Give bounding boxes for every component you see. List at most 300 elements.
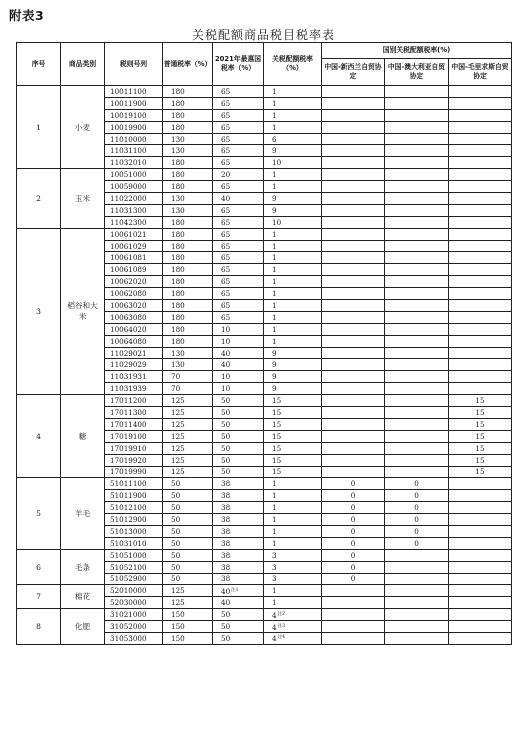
tariff-code-value: 10019900 bbox=[110, 122, 147, 132]
mu-rate-cell bbox=[449, 561, 512, 573]
general-rate-value: 180 bbox=[171, 122, 185, 132]
table-body bbox=[17, 86, 512, 645]
quota-rate-value: 4 bbox=[272, 622, 277, 632]
mfn-rate-value: 65 bbox=[221, 241, 231, 251]
au-rate-cell bbox=[385, 193, 449, 205]
quota-rate-cell bbox=[264, 264, 322, 276]
general-rate-value: 130 bbox=[171, 348, 185, 358]
quota-rate-value: 15 bbox=[272, 467, 282, 477]
quota-rate-value: 1 bbox=[272, 503, 277, 513]
au-rate-cell bbox=[385, 525, 449, 537]
mu-rate-cell bbox=[449, 632, 512, 644]
quota-rate-value: 10 bbox=[272, 217, 282, 227]
mfn-rate-value: 65 bbox=[221, 277, 231, 287]
general-rate-value: 180 bbox=[171, 312, 185, 322]
mu-rate-cell bbox=[449, 216, 512, 228]
nz-rate-cell bbox=[322, 490, 385, 502]
mfn-rate-value: 65 bbox=[221, 217, 231, 227]
mfn-rate-cell bbox=[213, 335, 264, 347]
mfn-rate-cell bbox=[213, 323, 264, 335]
general-rate-value: 180 bbox=[171, 158, 185, 168]
mu-rate-cell bbox=[449, 537, 512, 549]
mfn-rate-cell bbox=[213, 145, 264, 157]
quota-rate-cell bbox=[264, 585, 322, 597]
mu-rate-cell bbox=[449, 549, 512, 561]
nz-rate-cell bbox=[322, 395, 385, 407]
general-rate-value: 50 bbox=[171, 526, 181, 536]
quota-rate-cell bbox=[264, 454, 322, 466]
mu-rate-cell bbox=[449, 311, 512, 323]
footnote-marker: 注2 bbox=[277, 611, 285, 617]
tariff-code-value: 10061081 bbox=[110, 253, 147, 263]
quota-rate-value: 9 bbox=[272, 360, 277, 370]
mfn-rate-cell bbox=[213, 632, 264, 644]
mu-rate-cell bbox=[449, 181, 512, 193]
tariff-code-value: 52010000 bbox=[110, 586, 147, 596]
nz-rate-cell bbox=[322, 430, 385, 442]
nz-rate-cell bbox=[322, 442, 385, 454]
mu-rate-value: 15 bbox=[475, 419, 485, 429]
mfn-rate-cell bbox=[213, 573, 264, 585]
nz-rate-cell bbox=[322, 252, 385, 264]
tariff-code-value: 10061021 bbox=[110, 229, 147, 239]
general-rate-value: 50 bbox=[171, 538, 181, 548]
nz-rate-cell bbox=[322, 525, 385, 537]
nz-rate-cell bbox=[322, 311, 385, 323]
mfn-rate-value: 65 bbox=[221, 229, 231, 239]
nz-rate-value: 0 bbox=[350, 479, 356, 489]
tariff-code-cell bbox=[105, 193, 163, 205]
general-rate-cell bbox=[163, 383, 213, 395]
quota-rate-cell bbox=[264, 359, 322, 371]
general-rate-cell bbox=[163, 240, 213, 252]
annex-label: 附表3 bbox=[9, 8, 45, 23]
quota-rate-value: 4 bbox=[272, 634, 277, 644]
au-rate-cell bbox=[385, 216, 449, 228]
quota-rate-value: 15 bbox=[272, 396, 282, 406]
tariff-quota-table bbox=[16, 42, 512, 645]
nz-rate-cell bbox=[322, 145, 385, 157]
quota-rate-value: 1 bbox=[272, 526, 277, 536]
mfn-rate-cell bbox=[213, 240, 264, 252]
general-rate-value: 180 bbox=[171, 300, 185, 310]
mfn-rate-cell bbox=[213, 276, 264, 288]
quota-rate-value: 15 bbox=[272, 443, 282, 453]
general-rate-cell bbox=[163, 276, 213, 288]
au-rate-cell bbox=[385, 276, 449, 288]
nz-rate-cell bbox=[322, 276, 385, 288]
general-rate-cell bbox=[163, 490, 213, 502]
footnote-marker: 注3 bbox=[277, 623, 285, 629]
general-rate-value: 130 bbox=[171, 360, 185, 370]
quota-rate-cell bbox=[264, 109, 322, 121]
mfn-rate-value: 38 bbox=[221, 491, 231, 501]
au-rate-cell bbox=[385, 204, 449, 216]
nz-rate-value: 0 bbox=[350, 503, 356, 513]
mfn-rate-value: 50 bbox=[221, 633, 231, 643]
footnote-marker: 注1 bbox=[231, 587, 239, 593]
tariff-code-cell bbox=[105, 442, 163, 454]
mfn-rate-cell bbox=[213, 311, 264, 323]
nz-rate-cell bbox=[322, 418, 385, 430]
nz-rate-cell bbox=[322, 133, 385, 145]
mu-rate-cell bbox=[449, 347, 512, 359]
mfn-rate-cell bbox=[213, 371, 264, 383]
quota-rate-cell bbox=[264, 181, 322, 193]
mfn-rate-cell bbox=[213, 109, 264, 121]
tariff-code-cell bbox=[105, 121, 163, 133]
group-category-cell: 棉花 bbox=[61, 585, 105, 609]
quota-rate-cell bbox=[264, 323, 322, 335]
mu-rate-cell bbox=[449, 466, 512, 478]
quota-rate-value: 1 bbox=[272, 300, 277, 310]
general-rate-value: 50 bbox=[171, 562, 181, 572]
tariff-code-cell bbox=[105, 169, 163, 181]
general-rate-value: 130 bbox=[171, 193, 185, 203]
tariff-code-cell bbox=[105, 502, 163, 514]
mfn-rate-value: 65 bbox=[221, 182, 231, 192]
tariff-code-value: 17011400 bbox=[110, 419, 147, 429]
au-rate-cell bbox=[385, 300, 449, 312]
tariff-code-value: 10062080 bbox=[110, 289, 147, 299]
nz-rate-value: 0 bbox=[350, 526, 356, 536]
quota-rate-value: 1 bbox=[272, 241, 277, 251]
au-rate-cell bbox=[385, 573, 449, 585]
tariff-code-value: 10011100 bbox=[110, 86, 147, 96]
mfn-rate-value: 65 bbox=[221, 122, 231, 132]
nz-rate-cell bbox=[322, 204, 385, 216]
general-rate-value: 125 bbox=[171, 467, 185, 477]
quota-rate-value: 15 bbox=[272, 407, 282, 417]
header-mu: 中国-毛里求斯自贸协定 bbox=[449, 59, 512, 86]
nz-rate-cell bbox=[322, 97, 385, 109]
mu-rate-cell bbox=[449, 371, 512, 383]
mu-rate-cell bbox=[449, 169, 512, 181]
general-rate-cell bbox=[163, 121, 213, 133]
mfn-rate-cell bbox=[213, 418, 264, 430]
au-rate-cell bbox=[385, 454, 449, 466]
tariff-code-cell bbox=[105, 300, 163, 312]
nz-rate-cell bbox=[322, 549, 385, 561]
nz-rate-cell bbox=[322, 86, 385, 98]
tariff-code-cell bbox=[105, 549, 163, 561]
mfn-rate-value: 50 bbox=[221, 467, 231, 477]
nz-rate-cell bbox=[322, 323, 385, 335]
nz-rate-cell bbox=[322, 466, 385, 478]
au-rate-value: 0 bbox=[414, 491, 419, 501]
general-rate-value: 125 bbox=[171, 396, 185, 406]
tariff-code-cell bbox=[105, 478, 163, 490]
nz-rate-cell bbox=[322, 478, 385, 490]
group-seq-cell: 1 bbox=[17, 86, 61, 169]
general-rate-cell bbox=[163, 502, 213, 514]
quota-rate-cell bbox=[264, 490, 322, 502]
quota-rate-cell bbox=[264, 169, 322, 181]
quota-rate-cell bbox=[264, 121, 322, 133]
general-rate-value: 180 bbox=[171, 170, 185, 180]
tariff-code-value: 51013000 bbox=[110, 526, 147, 536]
mu-rate-cell bbox=[449, 442, 512, 454]
tariff-code-value: 10051000 bbox=[110, 170, 147, 180]
group-seq-cell: 5 bbox=[17, 478, 61, 549]
tariff-code-value: 11029029 bbox=[110, 360, 147, 370]
nz-rate-cell bbox=[322, 109, 385, 121]
nz-rate-cell bbox=[322, 371, 385, 383]
tariff-code-cell bbox=[105, 228, 163, 240]
mfn-rate-cell bbox=[213, 609, 264, 621]
tariff-code-cell bbox=[105, 407, 163, 419]
quota-rate-value: 9 bbox=[272, 205, 277, 215]
general-rate-cell bbox=[163, 549, 213, 561]
quota-rate-value: 10 bbox=[272, 158, 282, 168]
au-rate-cell bbox=[385, 466, 449, 478]
au-rate-cell bbox=[385, 407, 449, 419]
au-rate-value: 0 bbox=[414, 538, 419, 548]
tariff-code-value: 10011900 bbox=[110, 98, 147, 108]
quota-rate-cell bbox=[264, 204, 322, 216]
group-category-cell: 玉米 bbox=[61, 169, 105, 228]
table-row bbox=[17, 86, 512, 98]
general-rate-cell bbox=[163, 418, 213, 430]
au-rate-cell bbox=[385, 549, 449, 561]
nz-rate-value: 0 bbox=[350, 550, 356, 560]
mfn-rate-cell bbox=[213, 525, 264, 537]
quota-rate-value: 1 bbox=[272, 538, 277, 548]
quota-rate-value: 9 bbox=[272, 193, 277, 203]
group-seq-cell: 4 bbox=[17, 395, 61, 478]
tariff-code-cell bbox=[105, 632, 163, 644]
mu-rate-cell bbox=[449, 335, 512, 347]
group-category-cell: 毛条 bbox=[61, 549, 105, 585]
tariff-code-value: 11031931 bbox=[110, 372, 147, 382]
table-row bbox=[17, 549, 512, 561]
au-rate-cell bbox=[385, 514, 449, 526]
mfn-rate-cell bbox=[213, 585, 264, 597]
table-row bbox=[17, 609, 512, 621]
quota-rate-value: 1 bbox=[272, 336, 277, 346]
footnote-marker: 注4 bbox=[277, 635, 285, 641]
tariff-code-cell bbox=[105, 561, 163, 573]
general-rate-value: 180 bbox=[171, 86, 185, 96]
mfn-rate-value: 38 bbox=[221, 562, 231, 572]
au-rate-cell bbox=[385, 323, 449, 335]
general-rate-cell bbox=[163, 478, 213, 490]
quota-rate-cell bbox=[264, 478, 322, 490]
tariff-code-value: 31052000 bbox=[110, 622, 147, 632]
nz-rate-cell bbox=[322, 514, 385, 526]
general-rate-value: 125 bbox=[171, 455, 185, 465]
mfn-rate-value: 65 bbox=[221, 265, 231, 275]
quota-rate-value: 1 bbox=[272, 86, 277, 96]
header-quota-rate: 关税配额税率（%） bbox=[264, 43, 322, 86]
tariff-code-cell bbox=[105, 276, 163, 288]
quota-rate-value: 1 bbox=[272, 289, 277, 299]
general-rate-cell bbox=[163, 371, 213, 383]
quota-rate-value: 1 bbox=[272, 312, 277, 322]
quota-rate-value: 1 bbox=[272, 110, 277, 120]
tariff-code-cell bbox=[105, 430, 163, 442]
nz-rate-cell bbox=[322, 585, 385, 597]
au-rate-cell bbox=[385, 335, 449, 347]
tariff-code-value: 11042300 bbox=[110, 217, 147, 227]
quota-rate-cell bbox=[264, 240, 322, 252]
mfn-rate-value: 38 bbox=[221, 526, 231, 536]
quota-rate-cell bbox=[264, 193, 322, 205]
general-rate-value: 180 bbox=[171, 324, 185, 334]
quota-rate-value: 4 bbox=[272, 610, 277, 620]
quota-rate-value: 1 bbox=[272, 253, 277, 263]
mfn-rate-value: 50 bbox=[221, 419, 231, 429]
tariff-code-cell bbox=[105, 537, 163, 549]
tariff-code-cell bbox=[105, 252, 163, 264]
quota-rate-cell bbox=[264, 597, 322, 609]
tariff-code-cell bbox=[105, 335, 163, 347]
quota-rate-value: 1 bbox=[272, 324, 277, 334]
au-rate-cell bbox=[385, 502, 449, 514]
group-category-cell: 糖 bbox=[61, 395, 105, 478]
mfn-rate-cell bbox=[213, 549, 264, 561]
general-rate-value: 50 bbox=[171, 574, 181, 584]
general-rate-value: 125 bbox=[171, 443, 185, 453]
tariff-code-value: 31053000 bbox=[110, 633, 147, 643]
au-rate-value: 0 bbox=[414, 515, 419, 524]
general-rate-value: 70 bbox=[171, 372, 181, 382]
tariff-code-value: 51012900 bbox=[110, 515, 147, 524]
general-rate-cell bbox=[163, 454, 213, 466]
au-rate-cell bbox=[385, 264, 449, 276]
tariff-code-value: 17019910 bbox=[110, 443, 147, 453]
tariff-code-cell bbox=[105, 109, 163, 121]
quota-rate-value: 15 bbox=[272, 419, 282, 429]
tariff-code-value: 11032010 bbox=[110, 158, 147, 168]
quota-rate-value: 3 bbox=[272, 562, 277, 572]
tariff-code-cell bbox=[105, 490, 163, 502]
mfn-rate-value: 50 bbox=[221, 443, 231, 453]
mfn-rate-cell bbox=[213, 407, 264, 419]
nz-rate-cell bbox=[322, 335, 385, 347]
mfn-rate-cell bbox=[213, 621, 264, 633]
general-rate-cell bbox=[163, 466, 213, 478]
au-rate-cell bbox=[385, 383, 449, 395]
au-rate-value: 0 bbox=[414, 526, 419, 536]
au-rate-cell bbox=[385, 371, 449, 383]
mfn-rate-cell bbox=[213, 86, 264, 98]
mu-rate-cell bbox=[449, 145, 512, 157]
tariff-code-cell bbox=[105, 395, 163, 407]
quota-rate-cell bbox=[264, 371, 322, 383]
nz-rate-cell bbox=[322, 181, 385, 193]
general-rate-value: 180 bbox=[171, 265, 185, 275]
mfn-rate-cell bbox=[213, 252, 264, 264]
au-rate-cell bbox=[385, 109, 449, 121]
au-rate-value: 0 bbox=[414, 479, 419, 489]
mfn-rate-value: 10 bbox=[221, 324, 231, 334]
mfn-rate-value: 10 bbox=[221, 372, 231, 382]
mfn-rate-cell bbox=[213, 478, 264, 490]
tariff-code-cell bbox=[105, 204, 163, 216]
mu-rate-cell bbox=[449, 264, 512, 276]
mfn-rate-cell bbox=[213, 597, 264, 609]
tariff-code-cell bbox=[105, 514, 163, 526]
mu-rate-cell bbox=[449, 621, 512, 633]
general-rate-value: 150 bbox=[171, 610, 185, 620]
table-row bbox=[17, 585, 512, 597]
general-rate-cell bbox=[163, 585, 213, 597]
nz-rate-value: 0 bbox=[350, 562, 356, 572]
nz-rate-cell bbox=[322, 561, 385, 573]
general-rate-cell bbox=[163, 193, 213, 205]
general-rate-value: 180 bbox=[171, 277, 185, 287]
quota-rate-cell bbox=[264, 300, 322, 312]
nz-rate-cell bbox=[322, 597, 385, 609]
mu-rate-value: 15 bbox=[475, 407, 485, 417]
au-rate-cell bbox=[385, 311, 449, 323]
mu-rate-cell bbox=[449, 228, 512, 240]
mfn-rate-cell bbox=[213, 454, 264, 466]
mfn-rate-value: 65 bbox=[221, 98, 231, 108]
au-rate-cell bbox=[385, 228, 449, 240]
mu-rate-cell bbox=[449, 133, 512, 145]
quota-rate-cell bbox=[264, 621, 322, 633]
general-rate-cell bbox=[163, 228, 213, 240]
header-mfn-rate: 2021年最惠国税率（%） bbox=[213, 43, 264, 86]
mfn-rate-value: 38 bbox=[221, 550, 231, 560]
tariff-code-cell bbox=[105, 311, 163, 323]
mfn-rate-cell bbox=[213, 442, 264, 454]
au-rate-cell bbox=[385, 121, 449, 133]
au-rate-cell bbox=[385, 288, 449, 300]
mfn-rate-cell bbox=[213, 133, 264, 145]
mfn-rate-value: 65 bbox=[221, 289, 231, 299]
mu-rate-value: 15 bbox=[475, 455, 485, 465]
quota-rate-value: 1 bbox=[272, 98, 277, 108]
au-rate-value: 0 bbox=[414, 503, 419, 513]
table-row bbox=[17, 395, 512, 407]
header-category: 商品类别 bbox=[61, 43, 105, 86]
general-rate-cell bbox=[163, 216, 213, 228]
au-rate-cell bbox=[385, 181, 449, 193]
general-rate-cell bbox=[163, 395, 213, 407]
tariff-code-cell bbox=[105, 97, 163, 109]
general-rate-value: 125 bbox=[171, 586, 185, 596]
general-rate-cell bbox=[163, 323, 213, 335]
general-rate-cell bbox=[163, 514, 213, 526]
quota-rate-value: 1 bbox=[272, 122, 277, 132]
mfn-rate-cell bbox=[213, 264, 264, 276]
general-rate-cell bbox=[163, 525, 213, 537]
au-rate-cell bbox=[385, 240, 449, 252]
tariff-code-value: 11031939 bbox=[110, 384, 147, 394]
mfn-rate-value: 40 bbox=[221, 193, 231, 203]
tariff-code-value: 10019100 bbox=[110, 110, 147, 120]
header-general-rate: 普通税率（%） bbox=[163, 43, 213, 86]
nz-rate-cell bbox=[322, 573, 385, 585]
tariff-code-value: 17019920 bbox=[110, 455, 147, 465]
general-rate-value: 150 bbox=[171, 622, 185, 632]
mu-rate-cell bbox=[449, 97, 512, 109]
tariff-code-cell bbox=[105, 597, 163, 609]
general-rate-cell bbox=[163, 264, 213, 276]
mfn-rate-value: 65 bbox=[221, 110, 231, 120]
quota-rate-cell bbox=[264, 430, 322, 442]
tariff-code-value: 51031010 bbox=[110, 538, 147, 548]
quota-rate-value: 1 bbox=[272, 229, 277, 239]
mfn-rate-cell bbox=[213, 181, 264, 193]
general-rate-value: 50 bbox=[171, 479, 181, 489]
tariff-code-value: 10064020 bbox=[110, 324, 147, 334]
mu-rate-cell bbox=[449, 121, 512, 133]
mu-rate-cell bbox=[449, 395, 512, 407]
